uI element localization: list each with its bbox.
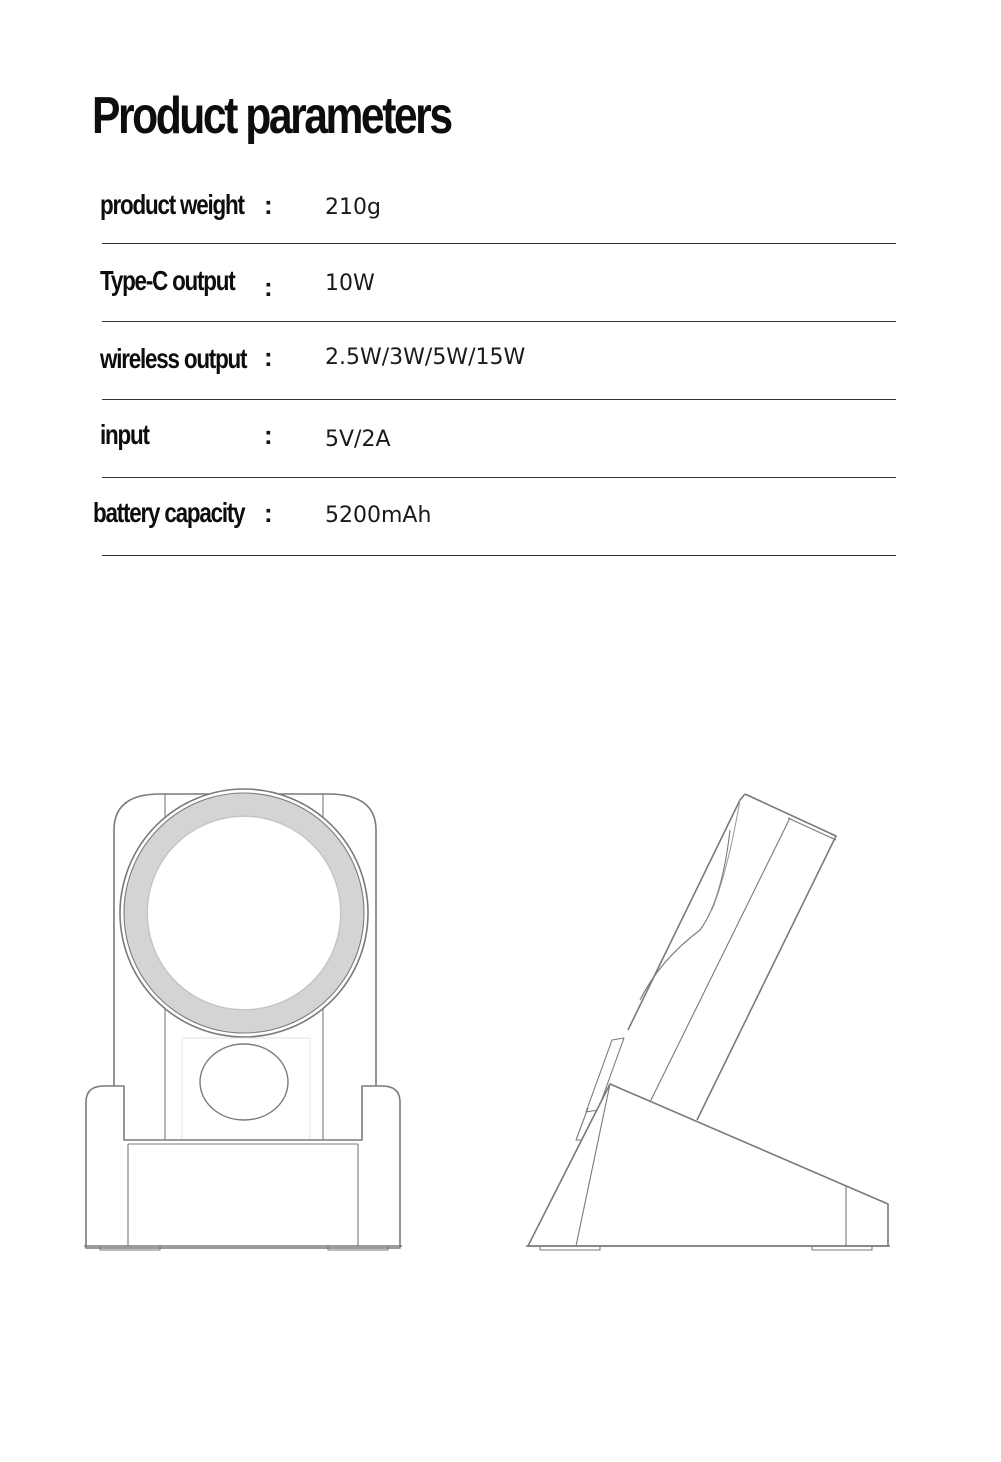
spec-row-input <box>0 408 1001 486</box>
spec-value: 210g <box>325 195 381 220</box>
spec-table <box>0 0 1001 600</box>
spec-divider <box>102 555 896 556</box>
spec-divider <box>102 399 896 400</box>
spec-divider <box>102 477 896 478</box>
spec-divider <box>102 321 896 322</box>
spec-row-product-weight <box>0 178 1001 256</box>
spec-label: battery capacity <box>93 497 245 528</box>
charger-side-view-drawing <box>526 794 890 1250</box>
spec-value: 5V/2A <box>325 427 391 452</box>
spec-row-wireless-output <box>0 330 1001 408</box>
spec-colon: : <box>264 342 273 372</box>
spec-value: 2.5W/3W/5W/15W <box>325 345 526 370</box>
spec-colon: : <box>264 498 273 528</box>
secondary-pad <box>200 1044 288 1120</box>
spec-label: input <box>100 419 149 450</box>
spec-label: wireless output <box>100 343 247 374</box>
spec-label: product weight <box>100 189 244 220</box>
spec-divider <box>102 243 896 244</box>
spec-value: 10W <box>325 271 375 296</box>
spec-colon: : <box>264 420 273 450</box>
spec-row-battery-capacity <box>0 486 1001 564</box>
spec-label: Type-C output <box>100 265 235 296</box>
spec-colon: : <box>264 190 273 220</box>
charger-front-view-drawing <box>84 789 402 1250</box>
spec-value: 5200mAh <box>325 503 432 528</box>
spec-colon: : <box>264 272 273 302</box>
product-drawings <box>0 760 1001 1280</box>
charging-ring-outer <box>120 789 368 1037</box>
page-title: Product parameters <box>92 87 451 145</box>
